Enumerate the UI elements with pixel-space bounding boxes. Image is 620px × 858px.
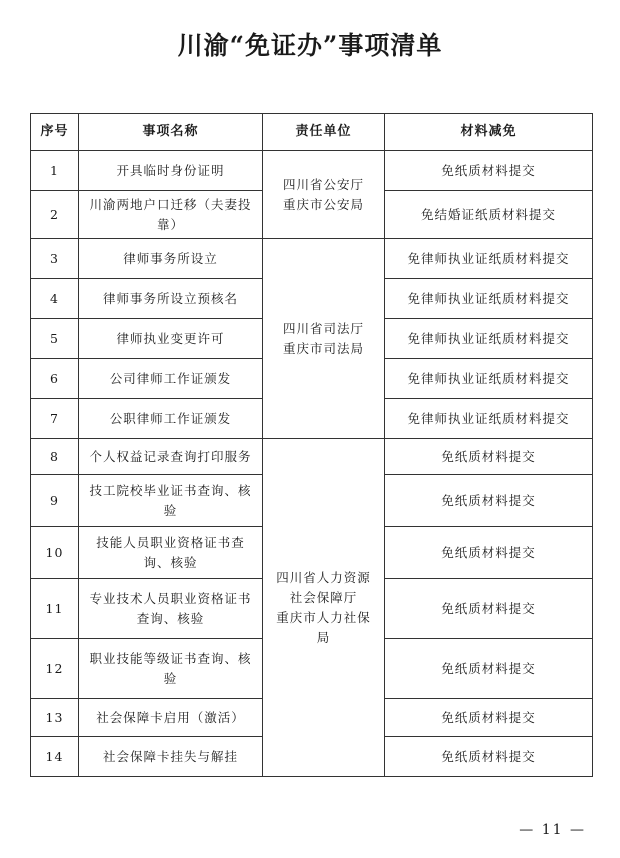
row-no: 5 [31,319,79,359]
row-unit: 四川省司法厅 重庆市司法局 [263,239,385,439]
row-no: 2 [31,191,79,239]
row-material: 免结婚证纸质材料提交 [385,191,593,239]
row-name: 公职律师工作证颁发 [79,399,263,439]
table-row [31,239,593,279]
row-name: 公司律师工作证颁发 [79,359,263,399]
row-material: 免纸质材料提交 [385,579,593,639]
row-no: 12 [31,639,79,699]
row-material: 免纸质材料提交 [385,527,593,579]
row-material: 免律师执业证纸质材料提交 [385,239,593,279]
row-no: 9 [31,475,79,527]
page-number: — 11 — [519,822,586,838]
header-name: 事项名称 [79,114,263,151]
table-row [31,439,593,475]
row-unit: 四川省公安厅 重庆市公安局 [263,151,385,239]
row-material: 免纸质材料提交 [385,699,593,737]
row-name: 技工院校毕业证书查询、核验 [79,475,263,527]
row-name: 社会保障卡启用（激活） [79,699,263,737]
header-unit: 责任单位 [263,114,385,151]
row-no: 7 [31,399,79,439]
row-no: 13 [31,699,79,737]
row-name: 律师执业变更许可 [79,319,263,359]
row-name: 社会保障卡挂失与解挂 [79,737,263,777]
row-no: 1 [31,151,79,191]
row-material: 免律师执业证纸质材料提交 [385,279,593,319]
row-name: 技能人员职业资格证书查询、核验 [79,527,263,579]
row-no: 10 [31,527,79,579]
row-material: 免纸质材料提交 [385,475,593,527]
row-name: 律师事务所设立预核名 [79,279,263,319]
row-material: 免纸质材料提交 [385,639,593,699]
page-title: 川渝“免证办”事项清单 [177,31,443,60]
row-unit: 四川省人力资源 社会保障厅 重庆市人力社保 局 [263,439,385,777]
row-name: 开具临时身份证明 [79,151,263,191]
row-name: 专业技术人员职业资格证书查询、核验 [79,579,263,639]
header-material: 材料减免 [385,114,593,151]
row-no: 11 [31,579,79,639]
row-name: 律师事务所设立 [79,239,263,279]
table-row [31,151,593,191]
row-no: 8 [31,439,79,475]
row-material: 免纸质材料提交 [385,439,593,475]
items-table [30,113,593,777]
row-name: 职业技能等级证书查询、核验 [79,639,263,699]
row-name: 个人权益记录查询打印服务 [79,439,263,475]
row-material: 免律师执业证纸质材料提交 [385,319,593,359]
row-name: 川渝两地户口迁移（夫妻投靠） [79,191,263,239]
row-material: 免律师执业证纸质材料提交 [385,359,593,399]
row-material: 免纸质材料提交 [385,151,593,191]
header-no: 序号 [31,114,79,151]
row-no: 6 [31,359,79,399]
row-no: 14 [31,737,79,777]
row-no: 4 [31,279,79,319]
table-header-row [31,114,593,151]
row-material: 免律师执业证纸质材料提交 [385,399,593,439]
row-no: 3 [31,239,79,279]
row-material: 免纸质材料提交 [385,737,593,777]
